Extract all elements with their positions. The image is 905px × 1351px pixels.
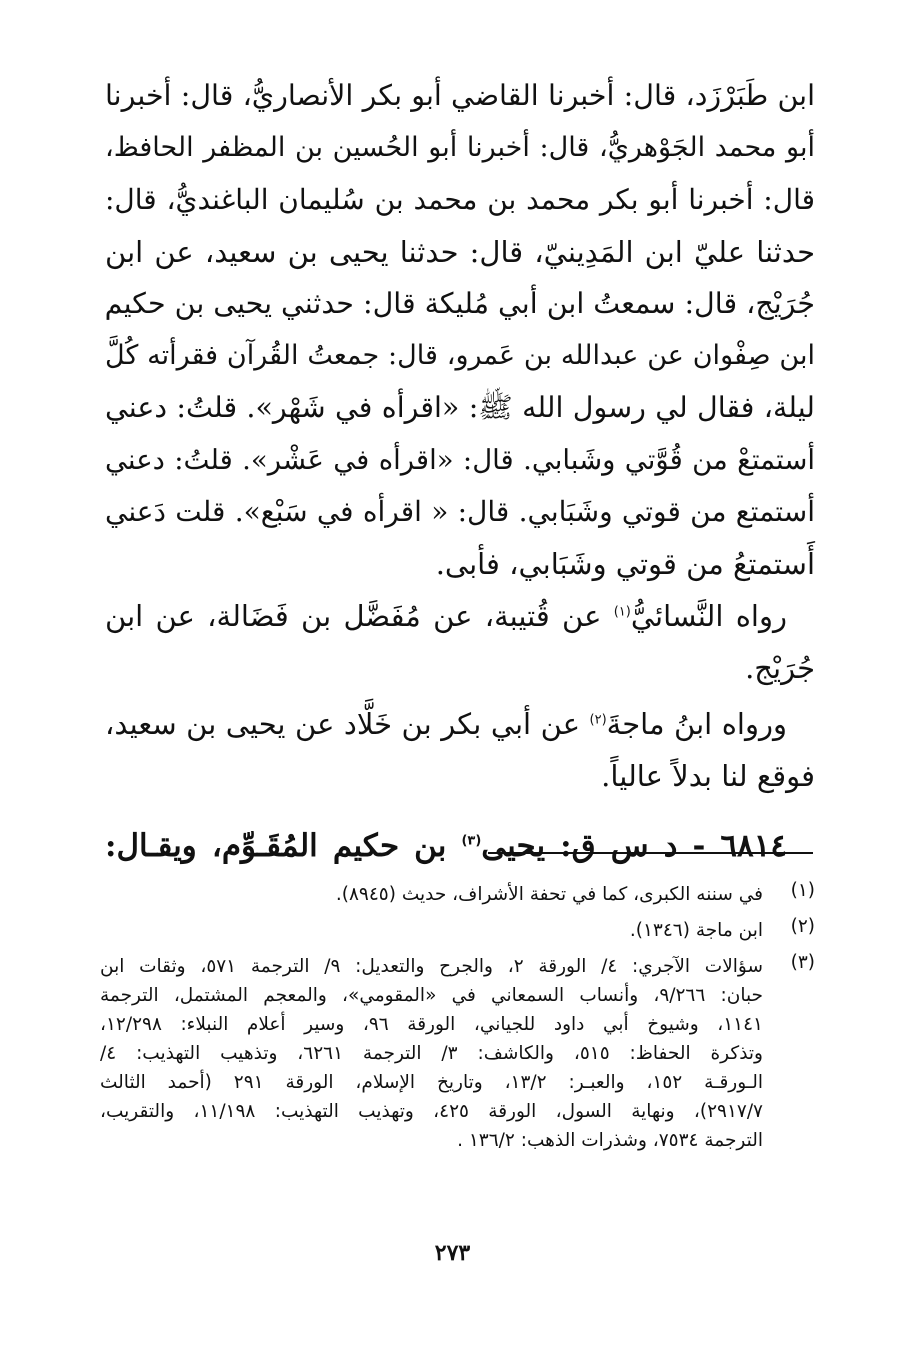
footnote-line: ابن ماجة (١٣٤٦). [629, 920, 763, 941]
footnote-line: ١١٤١، وشيوخ أبي داود للجياني، الورقة ٩٦، وسير أعلام النبلاء: ١٢/٢٩٨، [100, 1014, 763, 1035]
paragraph-nasai-line: جُرَيْج. [745, 651, 815, 685]
paragraph-text: رواه النَّسائيُّ [630, 599, 787, 633]
footnote-line: في سننه الكبرى، كما في تحفة الأشراف، حديث (٨٩٤٥). [335, 884, 763, 905]
footnote [100, 880, 815, 909]
main-line: حدثنا عليّ ابن المَدِينيّ، قال: حدثنا يحيى بن سعيد، عن ابن [105, 235, 815, 269]
main-line: أستمتع من قوتي وشَبَابي. قال: « اقرأه في سَبْع». قلت دَعني [105, 495, 815, 528]
main-line: ابن طَبَرْزَد، قال: أخبرنا القاضي أبو بكر الأنصاريُّ، قال: أخبرنا [105, 79, 815, 112]
footnote-number: (٢) [790, 916, 815, 937]
main-line: أبو محمد الجَوْهريُّ، قال: أخبرنا أبو الحُسين بن المظفر الحافظ، [105, 132, 815, 163]
entry-heading-text: بن حكيم المُقَـوِّم، ويقـال: [105, 828, 462, 864]
main-line: جُرَيْج، قال: سمعتُ ابن أبي مُليكة قال: حدثني يحيى بن حكيم [104, 287, 815, 320]
main-line: ليلة، فقال لي رسول الله ﷺ: «اقرأه في شَهْر». قلتُ: دعني [105, 391, 815, 424]
footnote-number: (٣) [790, 952, 815, 973]
main-line: أستمتعْ من قُوَّتي وشَبابي. قال: «اقرأه في عَشْر». قلتُ: دعني [105, 444, 815, 476]
paragraph-text: ورواه ابنُ ماجةَ [606, 707, 788, 741]
footnote-reference: (١) [613, 604, 631, 620]
page-number: ٢٧٣ [434, 1240, 471, 1266]
footnote-line: وتذكرة الحفاظ: ٥١٥، والكاشف: ٣/ الترجمة ٦٢٦١، وتذهيب التهذيب: ٤/ [100, 1043, 763, 1064]
footnote-line: الـورقـة ١٥٢، والعبـر: ١٣/٢، وتاريخ الإسلام، الورقة ٢٩١ (أحمد الثالث [100, 1072, 763, 1093]
paragraph-nasai-line [105, 590, 815, 642]
paragraph-text: عن قُتيبة، عن مُفَضَّل بن فَضَالة، عن ابن [105, 599, 614, 633]
footnote-divider [488, 852, 813, 854]
footnote-line: سؤالات الآجري: ٤/ الورقة ٢، والجرح والتعديل: ٩/ الترجمة ٥٧١، وثقات ابن [100, 956, 763, 977]
main-line: ابن صِفْوان عن عبدالله بن عَمرو، قال: جمعتُ القُرآن فقرأته كُلَّ [105, 340, 815, 371]
paragraph-text: عن أبي بكر بن خَلَّاد عن يحيى بن سعيد، [105, 707, 590, 741]
footnote-line: الترجمة ٧٥٣٤، وشذرات الذهب: ١٣٦/٢ . [457, 1130, 763, 1151]
entry-heading-text: ٦٨١٤ - د س ق: يحيى [481, 828, 787, 864]
footnotes [100, 880, 815, 1155]
footnote-line: حبان: ٩/٢٦٦، وأنساب السمعاني في «المقومي»، والمعجم المشتمل، الترجمة [100, 985, 763, 1006]
footnote [100, 916, 815, 945]
paragraph-ibn-majah-line [105, 698, 815, 750]
entry-heading [105, 818, 815, 874]
footnote-number: (١) [790, 880, 815, 901]
footnote-reference: (٢) [589, 712, 607, 728]
footnote-line: ٢٩١٧/٧)، ونهاية السول، الورقة ٤٢٥، وتهذيب التهذيب: ١١/١٩٨، والتقريب، [100, 1101, 763, 1122]
main-text [105, 70, 815, 874]
paragraph-ibn-majah-line: فوقع لنا بدلاً عالياً. [601, 759, 815, 793]
footnote [100, 952, 815, 1155]
main-line: أَستمتعُ من قوتي وشَبَابي، فأبى. [435, 547, 815, 581]
footnote-reference: (٣) [461, 833, 482, 849]
main-line: قال: أخبرنا أبو بكر محمد بن محمد بن سُليمان الباغنديُّ، قال: [105, 183, 815, 216]
